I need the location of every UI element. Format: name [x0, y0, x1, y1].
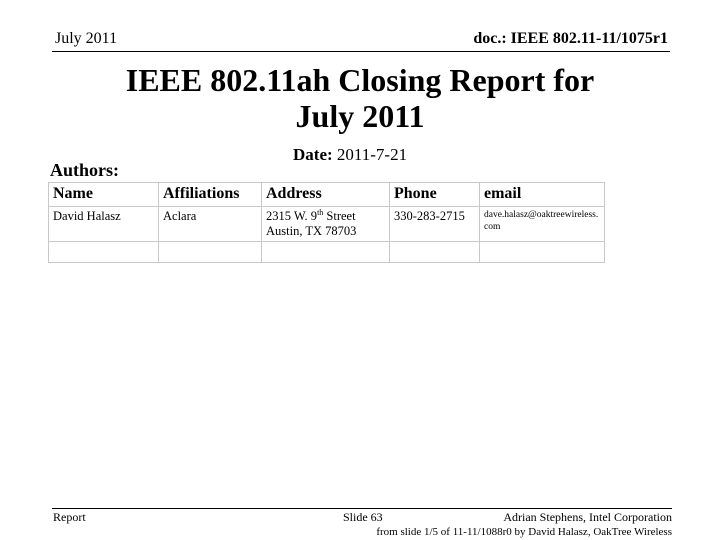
header-doc-id: doc.: IEEE 802.11-11/1075r1: [473, 30, 668, 47]
footer-divider: [52, 508, 672, 509]
address-line1-post: Street: [323, 209, 356, 223]
authors-label: Authors:: [50, 160, 120, 180]
footer-left: Report: [53, 510, 86, 524]
author-affiliation: Aclara: [159, 207, 262, 242]
table-row: [49, 207, 605, 242]
header-date: July 2011: [55, 30, 118, 47]
date-value: 2011-7-21: [336, 145, 408, 164]
slide-title: [0, 62, 720, 134]
empty-cell: [159, 242, 262, 263]
header-divider: [52, 51, 670, 52]
address-line2: Austin, TX 78703: [266, 224, 357, 238]
col-phone-header: Phone: [390, 183, 480, 207]
footer-author: Adrian Stephens, Intel Corporation: [503, 510, 672, 524]
col-affiliations-header: Affiliations: [159, 183, 262, 207]
empty-cell: [390, 242, 480, 263]
table-row-empty: [49, 242, 605, 263]
footer-source: from slide 1/5 of 11-11/1088r0 by David Halasz, OakTree Wireless: [376, 526, 672, 538]
col-email-header: email: [480, 183, 605, 207]
author-name: David Halasz: [49, 207, 159, 242]
slide-title-line1: IEEE 802.11ah Closing Report for: [125, 62, 595, 98]
table-header-row: [49, 183, 605, 207]
footer-slide-number: Slide 63: [343, 510, 383, 524]
author-email: dave.halasz@oaktreewireless.com: [480, 207, 605, 242]
col-name-header: Name: [49, 183, 159, 207]
address-line1-pre: 2315 W. 9: [266, 209, 318, 223]
empty-cell: [49, 242, 159, 263]
empty-cell: [480, 242, 605, 263]
author-phone: 330-283-2715: [390, 207, 480, 242]
author-address: [262, 207, 390, 242]
col-address-header: Address: [262, 183, 390, 207]
address-line1-sup: th: [317, 207, 324, 217]
authors-table: [48, 182, 605, 263]
slide-title-line2: July 2011: [295, 98, 425, 134]
empty-cell: [262, 242, 390, 263]
date-line: [293, 145, 407, 165]
date-label: Date:: [293, 145, 333, 164]
